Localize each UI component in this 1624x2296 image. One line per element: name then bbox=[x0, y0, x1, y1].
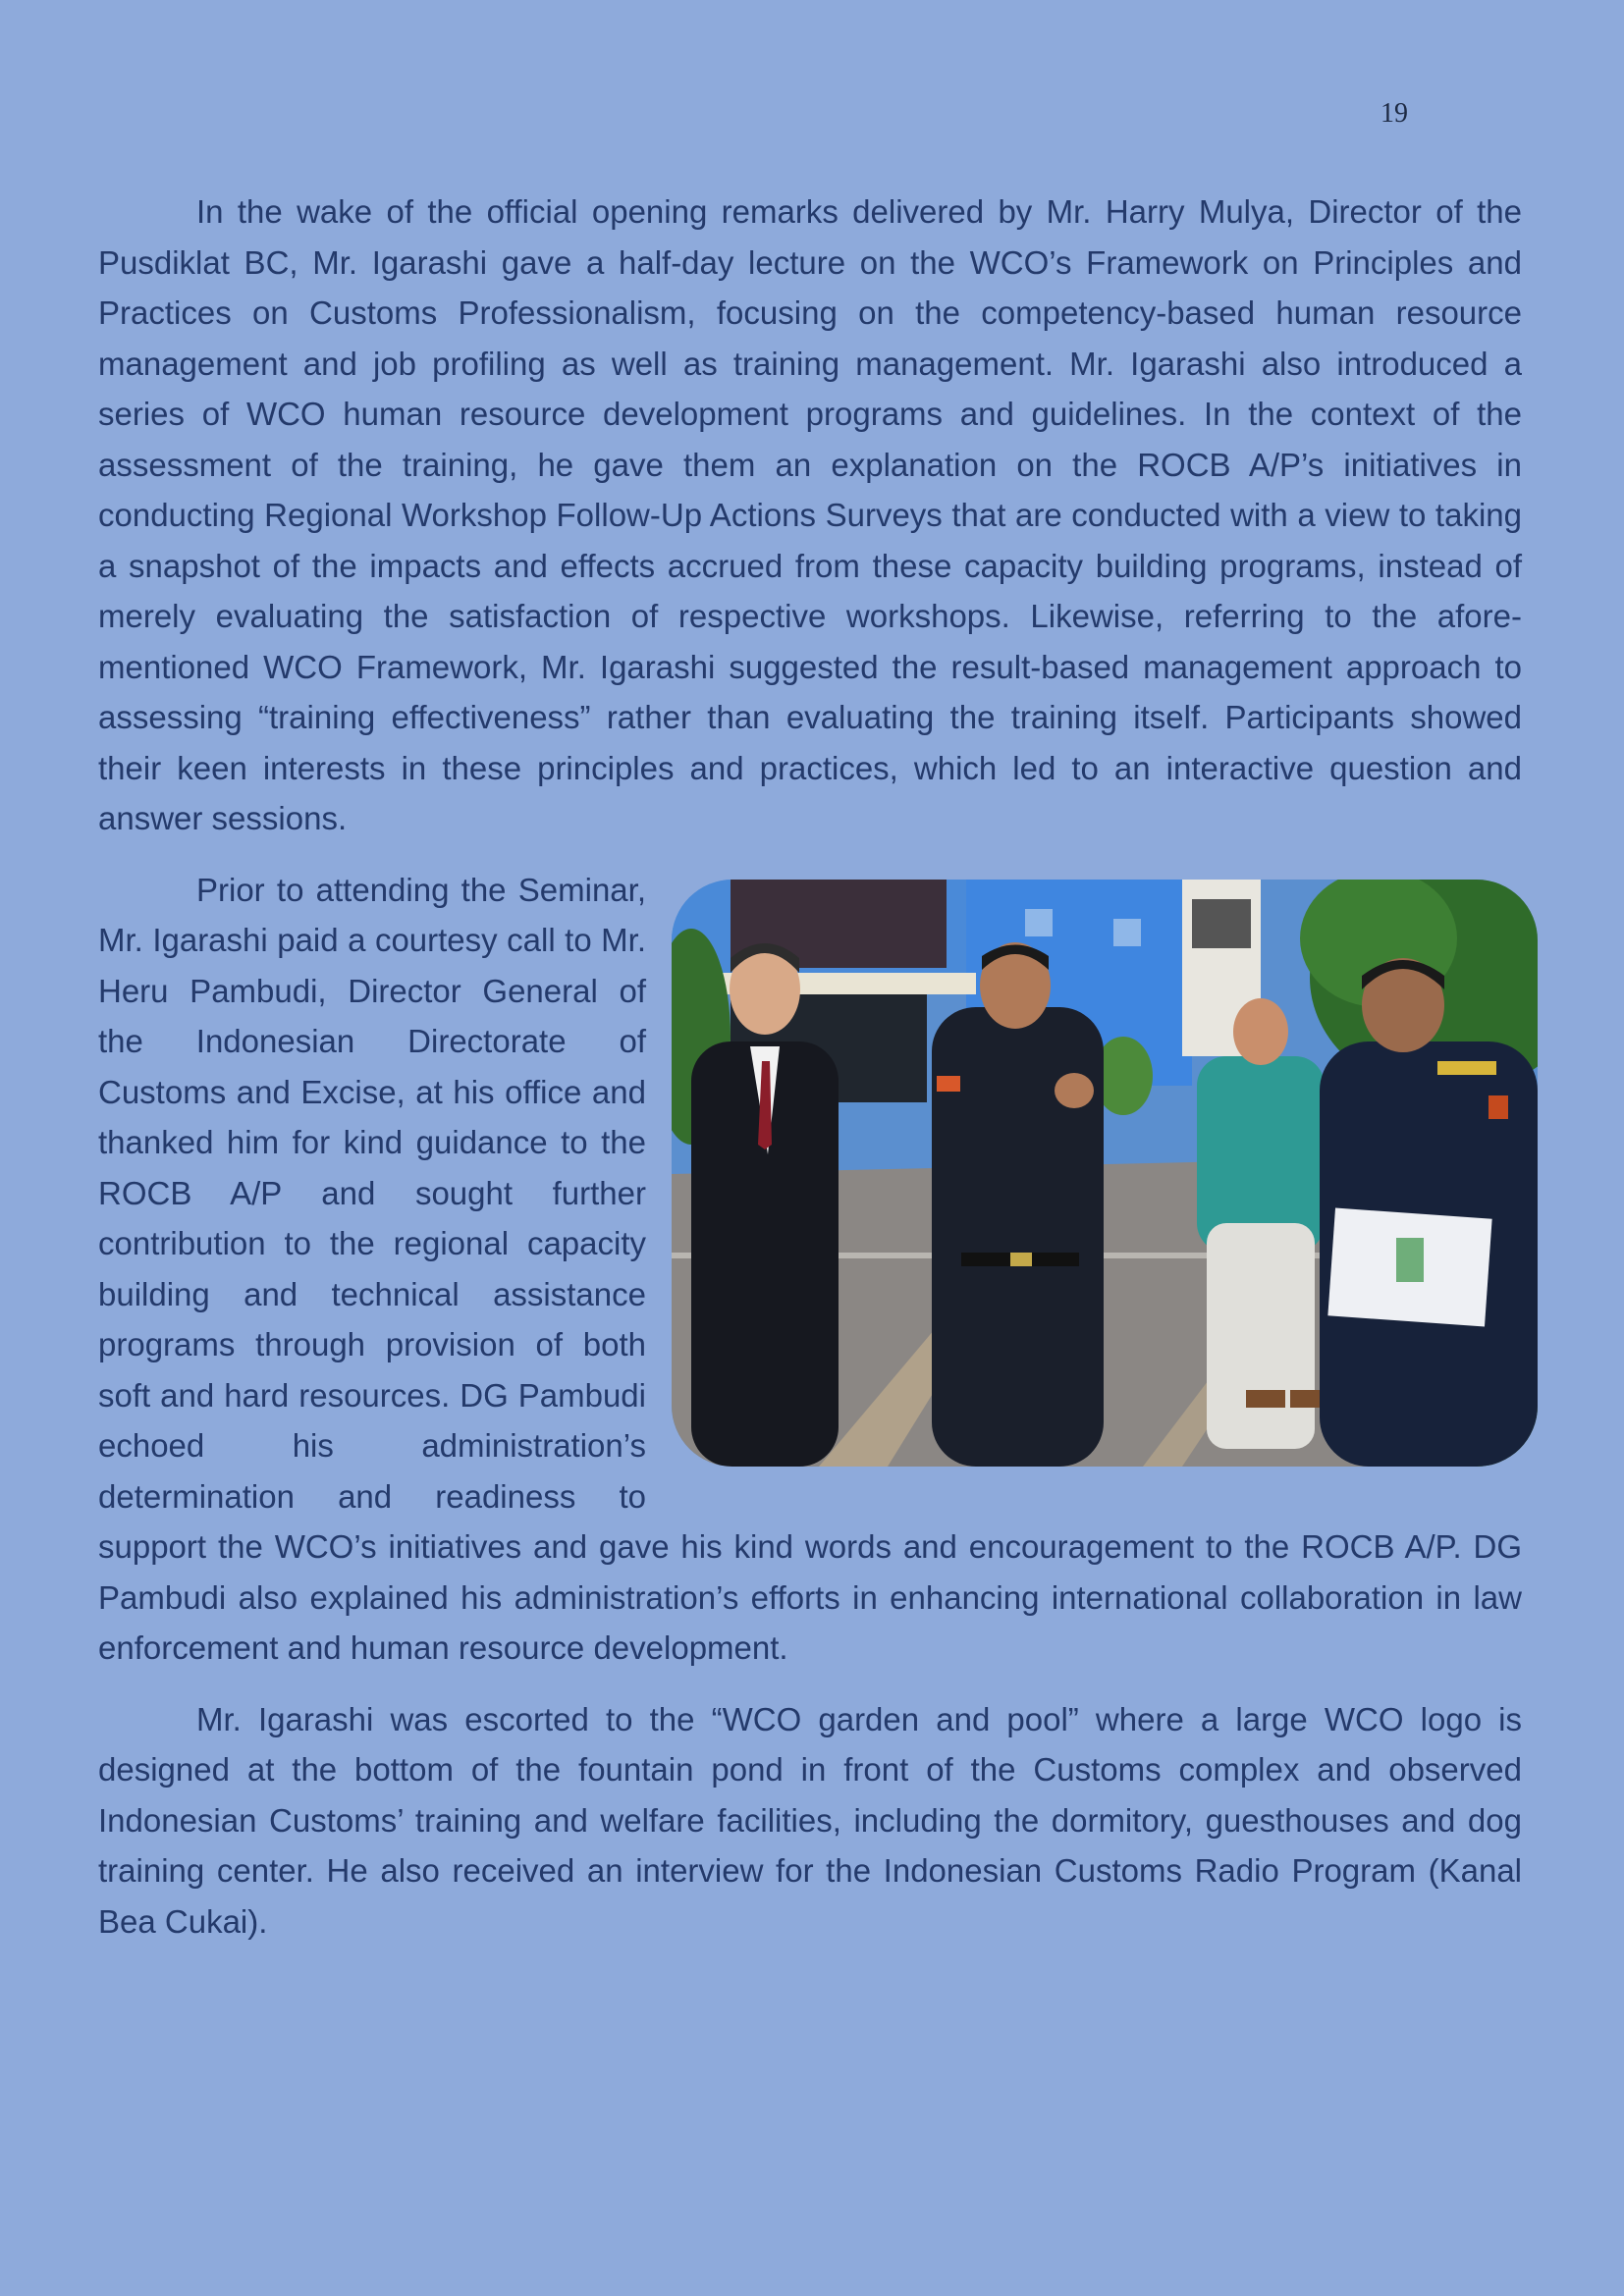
paragraph-lecture: In the wake of the official opening remarks delivered by Mr. Harry Mulya, Director of the Pusdiklat BC, Mr. Igarashi gave a half-day lecture on the WCO’s Framework on Principles and Practices on Customs Professionalism, focusing on the competency-based human resource management and job profiling as well as training management. Mr. Igarashi also introduced a series of WCO human resource development programs and guidelines. In the context of the assessment of the training, he gave them an explanation on the ROCB A/P’s initiatives in conducting Regional Workshop Follow-Up Actions Surveys that are conducted with a view to taking a snapshot of the impacts and effects accrued from these capacity building programs, instead of merely evaluating the satisfaction of respective workshops. Likewise, referring to the afore-mentioned WCO Framework, Mr. Igarashi suggested the result-based management approach to assessing “training effectiveness” rather than evaluating the training itself. Participants showed their keen interests in these principles and practices, which led to an interactive question and answer sessions. bbox=[98, 193, 1522, 836]
paragraph-courtesy-call: Prior to attending the Seminar, Mr. Igarashi paid a courtesy call to Mr. Heru Pambudi, Director General of the Indonesian Directorate of Customs and Excise, at his office and thanked him for kind guidance to the ROCB A/P and sought further contribution to the regional capacity building and technical assistance programs through provision of both soft and hard resources. DG Pambudi echoed his administration’s determination and readiness to support the WCO’s initiatives and gave his kind words and encouragement to the ROCB A/P. DG Pambudi also explained his administration’s efforts in enhancing international collaboration in law enforcement and human resource development. bbox=[98, 871, 1522, 1666]
document-body bbox=[98, 187, 1522, 1967]
paragraph-site-visit: Mr. Igarashi was escorted to the “WCO garden and pool” where a large WCO logo is designed at the bottom of the fountain pond in front of the Customs complex and observed Indonesian Customs’ training and welfare facilities, including the dormitory, guesthouses and dog training center. He also received an interview for the Indonesian Customs Radio Program (Kanal Bea Cukai). bbox=[98, 1700, 1522, 1940]
group-photo bbox=[672, 880, 1538, 1467]
page-number: 19 bbox=[1380, 98, 1408, 129]
photo-illustration bbox=[672, 880, 1538, 1467]
